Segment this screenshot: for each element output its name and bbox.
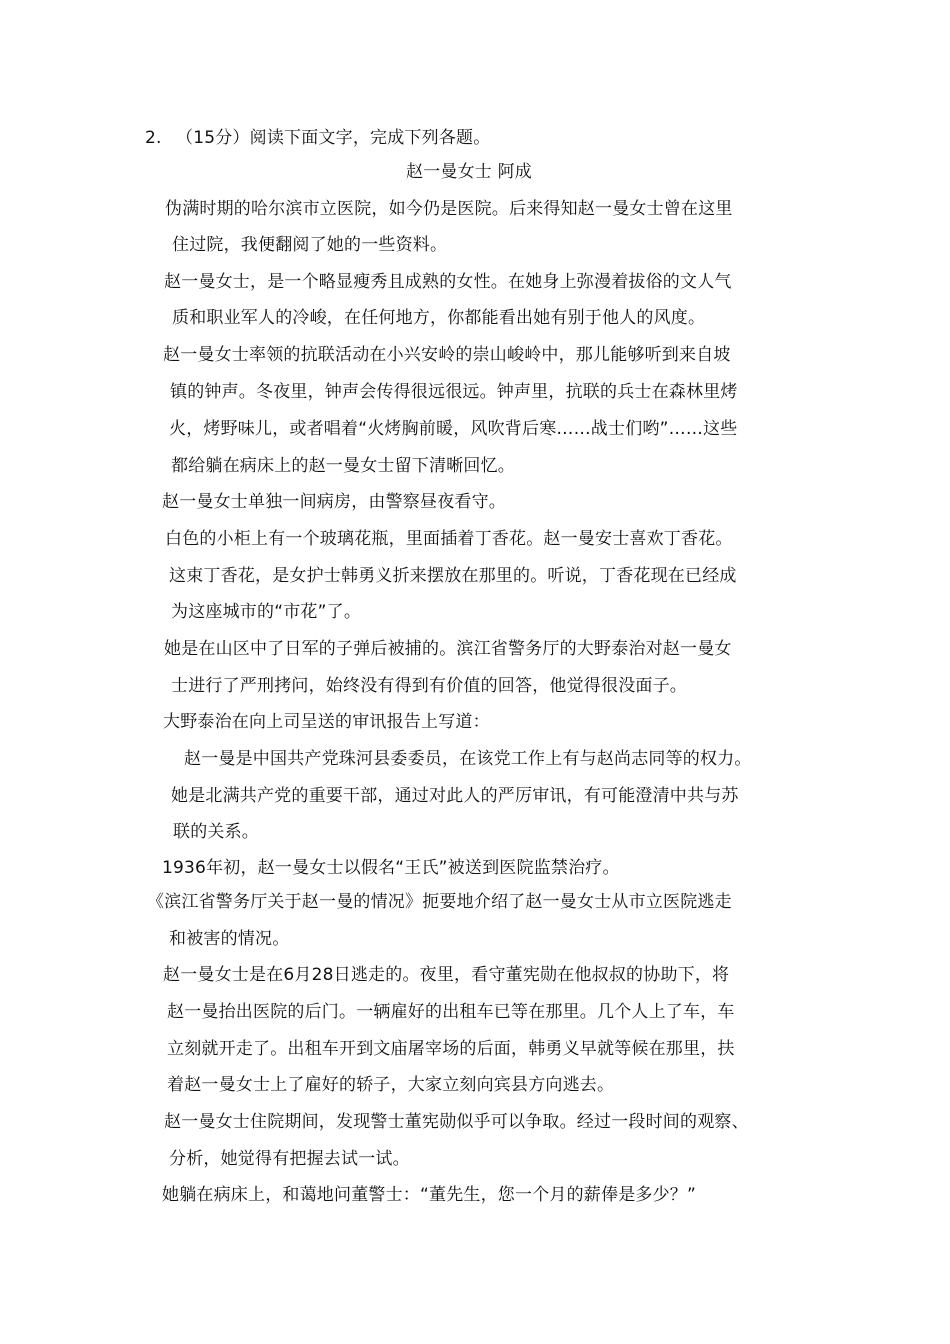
text-line: 伪满时期的哈尔滨市立医院，如今仍是医院。后来得知赵一曼女士曾在这里	[165, 199, 733, 219]
text-line: 1936年初，赵一曼女士以假名“王氏”被送到医院监禁治疗。	[162, 858, 620, 878]
text-line: 这束丁香花，是女护士韩勇义折来摆放在那里的。听说，丁香花现在已经成	[169, 566, 737, 586]
text-line: 联的关系。	[173, 822, 259, 842]
text-line: 火，烤野味儿，或者唱着“火烤胸前暖，风吹背后寒……战士们哟”……这些	[169, 419, 738, 439]
text-line: 住过院，我便翻阅了她的一些资料。	[172, 235, 448, 255]
question-number: 2.	[145, 128, 162, 148]
text-line: 白色的小柜上有一个玻璃花瓶，里面插着丁香花。赵一曼安士喜欢丁香花。	[165, 529, 733, 549]
text-line: 她是在山区中了日军的子弹后被捕的。滨江省警务厅的大野泰治对赵一曼女	[164, 639, 732, 659]
text-line: 《滨江省警务厅关于赵一曼的情况》扼要地介绍了赵一曼女士从市立医院逃走	[147, 892, 732, 912]
question-header: （15分）阅读下面文字，完成下列各题。	[176, 128, 491, 148]
text-line: 士进行了严刑拷问，始终没有得到有价值的回答，他觉得很没面子。	[171, 676, 687, 696]
text-line: 立刻就开走了。出租车开到文庙屠宰场的后面，韩勇义早就等候在那里，扶	[167, 1039, 735, 1059]
text-line: 赵一曼女士率领的抗联活动在小兴安岭的崇山峻岭中，那儿能够听到来自坡	[163, 345, 731, 365]
text-line: 大野泰治在向上司呈送的审讯报告上写道：	[163, 712, 490, 732]
text-line: 赵一曼抬出医院的后门。一辆雇好的出租车已等在那里。几个人上了车，车	[167, 1002, 735, 1022]
text-line: 镇的钟声。冬夜里，钟声会传得很远很远。钟声里，抗联的兵士在森林里烤	[170, 382, 738, 402]
text-line: 为这座城市的“市花”了。	[171, 602, 362, 622]
text-line: 赵一曼女士，是一个略显瘦秀且成熟的女性。在她身上弥漫着拔俗的文人气	[164, 272, 732, 292]
article-title: 赵一曼女士 阿成	[406, 162, 533, 182]
text-line: 分析，她觉得有把握去试一试。	[169, 1149, 410, 1169]
text-line: 赵一曼女士单独一间病房，由警察昼夜看守。	[162, 492, 506, 512]
text-line: 质和职业军人的冷峻，在任何地方，你都能看出她有别于他人的风度。	[172, 308, 706, 328]
text-line: 赵一曼是中国共产党珠河县委委员，在该党工作上有与赵尚志同等的权力。	[184, 749, 752, 769]
text-line: 赵一曼女士是在6月28日逃走的。夜里，看守董宪勋在他叔叔的协助下，将	[163, 965, 730, 985]
text-line: 她是北满共产党的重要干部，通过对此人的严厉审讯，有可能澄清中共与苏	[171, 786, 739, 806]
text-line: 和被害的情况。	[169, 929, 290, 949]
text-line: 都给躺在病床上的赵一曼女士留下清晰回忆。	[171, 456, 515, 476]
text-line: 着赵一曼女士上了雇好的轿子，大家立刻向宾县方向逃去。	[167, 1075, 615, 1095]
text-line: 她躺在病床上，和蔼地问董警士：“董先生，您一个月的薪俸是多少？”	[162, 1185, 697, 1205]
text-line: 赵一曼女士住院期间，发现警士董宪勋似乎可以争取。经过一段时间的观察、	[164, 1112, 749, 1132]
